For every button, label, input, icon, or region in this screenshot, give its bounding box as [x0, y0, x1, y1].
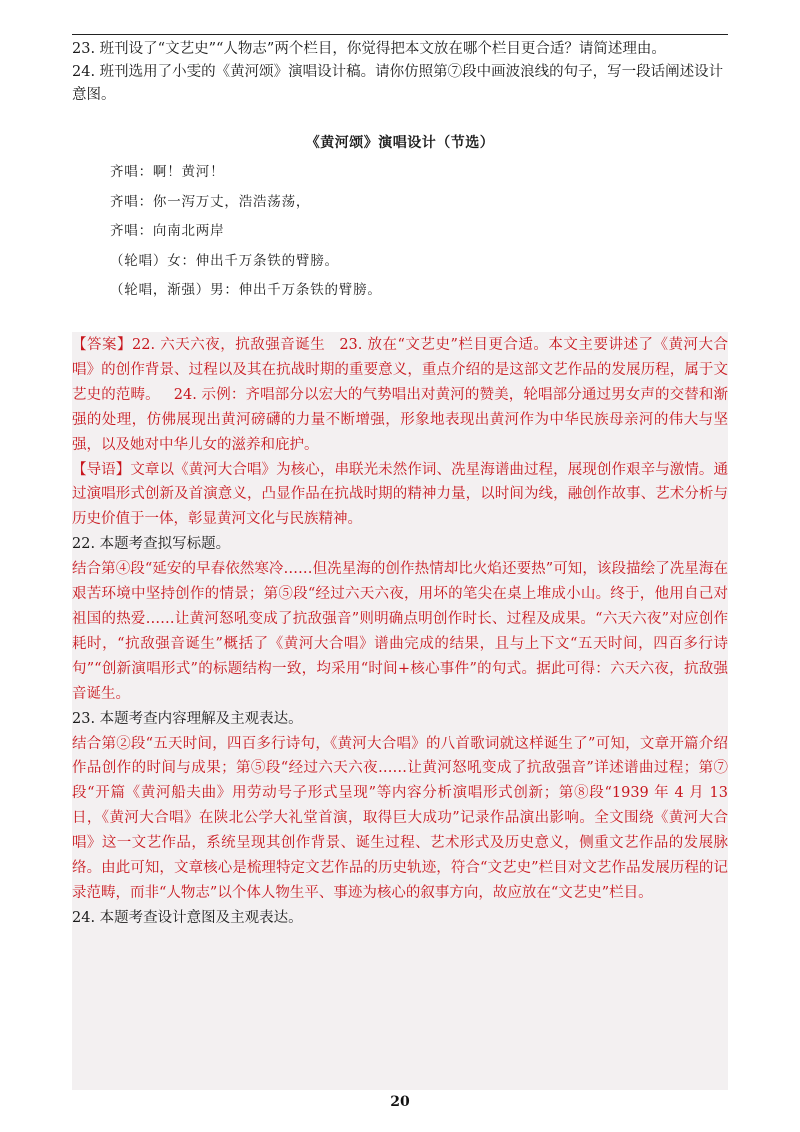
lyric-line-5: （轮唱，渐强）男：伸出千万条铁的臂膀。: [110, 282, 382, 298]
analysis-23-body: 结合第②段“五天时间，四百多行诗句，《黄河大合唱》的八首歌词就这样诞生了”可知，文章开篇介绍作品创作的时间与成果；第⑤段“经过六天六夜……让黄河怒吼变成了抗敌强音”详述谱曲过程；第⑦段“开篇《黄河船夫曲》用劳动号子形式呈现”等内容分析演唱形式创新；第⑧段“1939 年 4 月 13 日，《黄河大合唱》在陕北公学大礼堂首演，取得巨大成功”记录作品演出影响。全文围绕《黄河大合唱》这一文艺作品，系统呈现其创作背景、诞生过程、艺术形式及历史意义，侧重文艺作品的发展脉络。由此可知，文章核心是梳理特定文艺作品的历史轨迹，符合“文艺史”栏目对文艺作品发展历程的记录范畴，而非“人物志”以个体人物生平、事迹为核心的叙事方向，故应放在“文艺史”栏目。: [72, 735, 728, 901]
lyric-line-2: 齐唱：你一泻万丈，浩浩荡荡，: [110, 193, 311, 210]
answer-23: 23. 放在“文艺史”栏目更合适。本文主要讲述了《黄河大合唱》的创作背景、过程以及其在抗战时期的重要意义，重点介绍的是这部文艺作品的发展历程，属于文艺史的范畴。: [72, 337, 729, 403]
question-23: 23. 班刊设了“文艺史”“人物志”两个栏目，你觉得把本文放在哪个栏目更合适？请简述理由。: [72, 41, 666, 57]
answer-22: 22. 六天六夜，抗敌强音诞生: [132, 337, 326, 353]
answer-paragraph: [72, 333, 728, 458]
guide-text: 文章以《黄河大合唱》为核心，串联光未然作词、冼星海谱曲过程，展现创作艰辛与激情。通过演唱形式创新及首演意义，凸显作品在抗战时期的精神力量，以时间为线，融创作故事、艺术分析与历史价值于一体，彰显黄河文化与民族精神。: [72, 461, 729, 528]
analysis-23-heading: 23. 本题考查内容理解及主观表达。: [72, 710, 303, 727]
lyric-line-4: （轮唱）女：伸出千万条铁的臂膀。: [110, 252, 339, 269]
analysis-22-body: 结合第④段“延安的早春依然寒冷……但冼星海的创作热情却比火焰还要热”可知，该段描绘了冼星海在艰苦环境中坚持创作的情景；第⑤段“经过六天六夜，用坏的笔尖在桌上堆成小山。终于，他用自己对祖国的热爱……让黄河怒吼变成了抗敌强音”则明确点明创作时长、过程及成果。“六天六夜”对应创作耗时，“抗敌强音诞生”概括了《黄河大合唱》谱曲完成的结果，且与上下文“五天时间，四百多行诗句”“创新演唱形式”的标题结构一致，均采用“时间+核心事件”的句式。据此可得：六天六夜，抗敌强音诞生。: [72, 561, 728, 702]
guide-tag: 【导语】: [72, 461, 131, 478]
guide-paragraph: [72, 458, 728, 533]
page-number: 20: [390, 1094, 410, 1110]
answer-tag: 【答案】: [72, 337, 133, 353]
question-24: 24. 班刊选用了小雯的《黄河颂》演唱设计稿。请你仿照第⑦段中画波浪线的句子，写一段话阐述设计意图。: [72, 64, 724, 103]
design-lyrics: [110, 158, 382, 306]
lyric-line-3: 齐唱：向南北两岸: [110, 223, 225, 239]
analysis-24-heading: 24. 本题考查设计意图及主观表达。: [72, 909, 303, 926]
answer-section: [72, 333, 728, 931]
question-block: [72, 38, 728, 107]
analysis-22-heading: 22. 本题考查拟写标题。: [72, 536, 231, 553]
answer-24: 24. 示例：齐唱部分以宏大的气势唱出对黄河的赞美，轮唱部分通过男女声的交替和渐强的处理，仿佛展现出黄河磅礴的力量不断增强，形象地表现出黄河作为中华民族母亲河的伟大与坚强，以及她对中华儿女的滋养和庇护。: [72, 386, 728, 453]
lyric-line-1: 齐唱：啊！黄河！: [110, 164, 225, 180]
design-title: 《黄河颂》演唱设计（节选）: [305, 135, 495, 151]
header-rule: [72, 34, 728, 35]
